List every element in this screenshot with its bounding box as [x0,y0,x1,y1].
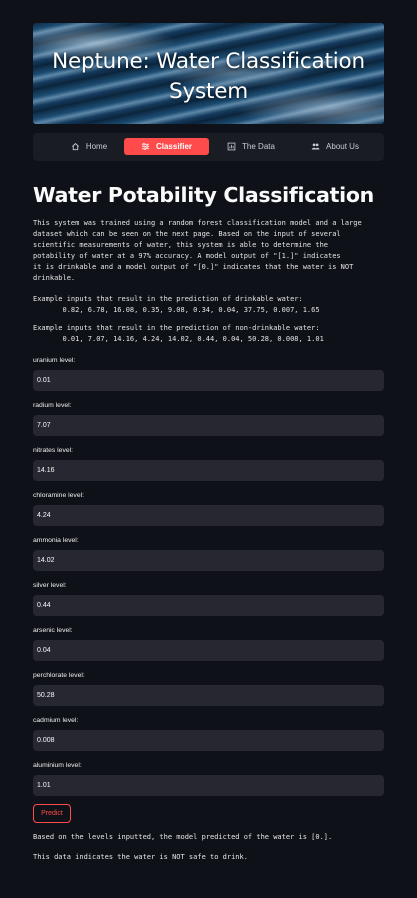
radium-level-label: radium level: [33,402,72,409]
perchlorate-level-input[interactable]: 50.28 [33,685,384,706]
nav-item-the-data-label: The Data [242,142,275,151]
nav-item-classifier-label: Classifier [155,142,193,151]
description-line: it is drinkable and a model output of "[0.]" indicates that the water is NOT [33,263,354,271]
nav-item-classifier[interactable] [124,138,209,155]
description-line: potability of water at a 97% accuracy. A model output of "[1.]" indicates [33,252,341,260]
banner-title-line-2: System [169,79,248,104]
radium-level-input[interactable]: 7.07 [33,415,384,436]
chloramine-level-input[interactable]: 4.24 [33,505,384,526]
header-banner-image [33,23,384,124]
cadmium-level-input[interactable]: 0.008 [33,730,384,751]
nav-item-home[interactable] [55,138,123,155]
cadmium-level-label: cadmium level: [33,717,79,724]
banner-title [33,47,384,107]
description-line: This system was trained using a random forest classification model and a large [33,219,362,227]
sliders-icon [141,142,150,151]
nav-item-about-us[interactable] [297,138,373,155]
description-line: drinkable. [33,274,76,282]
predict-button[interactable]: Predict [33,804,71,823]
silver-level-input[interactable]: 0.44 [33,595,384,616]
chart-icon [227,142,236,151]
nitrates-level-input[interactable]: 14.16 [33,460,384,481]
ammonia-level-input[interactable]: 14.02 [33,550,384,571]
example-non-drinkable-intro: Example inputs that result in the prediction of non-drinkable water: [33,324,320,332]
example-drinkable-intro: Example inputs that result in the prediction of drinkable water: [33,295,303,303]
aluminium-level-input[interactable]: 1.01 [33,775,384,796]
chloramine-level-label: chloramine level: [33,492,84,499]
arsenic-level-label: arsenic level: [33,627,73,634]
page-title: Water Potability Classification [33,183,374,207]
banner-title-line-1: Neptune: Water Classification [52,49,365,74]
uranium-level-label: uranium level: [33,357,76,364]
navigation-bar [33,133,384,161]
example-non-drinkable-values: 0.01, 7.07, 14.16, 4.24, 14.02, 0.44, 0.04, 50.28, 0.008, 1.01 [33,335,324,343]
description-line: scientific measurements of water, this system is able to determine the [33,241,329,249]
uranium-level-input[interactable]: 0.01 [33,370,384,391]
people-icon [311,142,320,151]
description-line: dataset which can be seen on the next page. Based on the input of several [33,230,341,238]
aluminium-level-label: aluminium level: [33,762,82,769]
silver-level-label: silver level: [33,582,67,589]
result-prediction-text: Based on the levels inputted, the model predicted of the water is [0.]. [33,833,333,841]
nav-item-the-data[interactable] [215,138,287,155]
home-icon [71,142,80,151]
arsenic-level-input[interactable]: 0.04 [33,640,384,661]
nav-item-home-label: Home [85,142,108,151]
ammonia-level-label: ammonia level: [33,537,79,544]
perchlorate-level-label: perchlorate level: [33,672,85,679]
result-safety-text: This data indicates the water is NOT safe to drink. [33,853,248,861]
nav-item-about-us-label: About Us [326,142,359,151]
example-drinkable-values: 0.82, 6.78, 16.08, 0.35, 9.08, 0.34, 0.04, 37.75, 0.007, 1.65 [33,306,320,314]
nitrates-level-label: nitrates level: [33,447,74,454]
